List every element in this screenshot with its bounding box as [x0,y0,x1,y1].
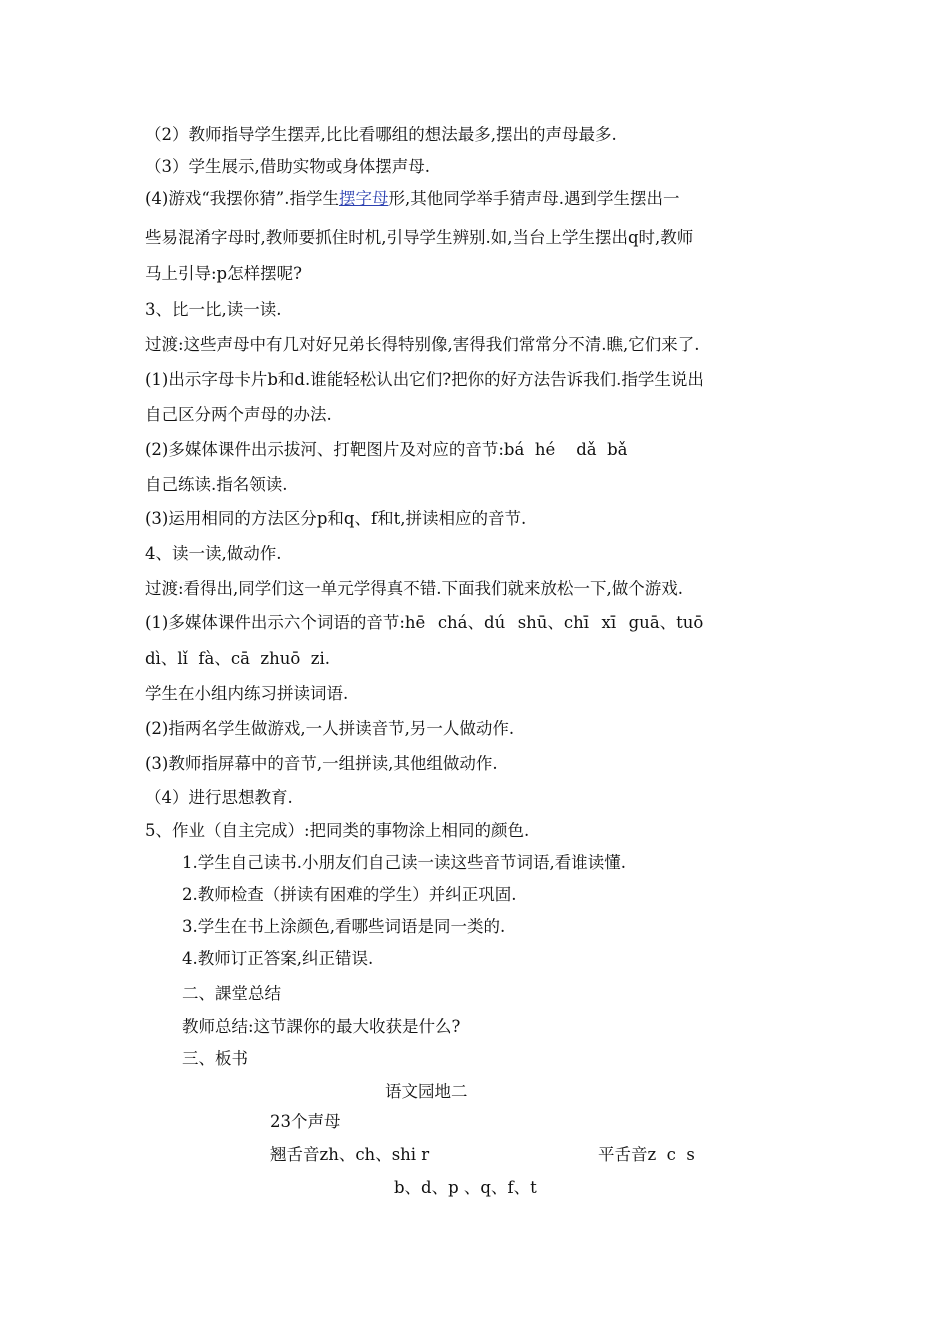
text-line: dì、lǐ fà、cā zhuō zi. [145,649,330,668]
text-line: (3)运用相同的方法区分p和q、f和t,拼读相应的音节. [145,509,527,528]
text-segment: (4)游戏“我摆你猜”.指学生 [145,189,339,208]
text-segment: 形,其他同学举手猜声母.遇到学生摆出一 [388,189,680,208]
section-heading: 4、读一读,做动作. [145,544,282,563]
text-line: （3）学生展示,借助实物或身体摆声母. [145,157,430,176]
text-line: 自己练读.指名领读. [145,475,288,494]
text-line: (2)多媒体课件出示拔河、打靶图片及对应的音节:bá hé dǎ bǎ [145,440,628,459]
text-line: 4.教师订正答案,纠正错误. [182,949,374,968]
text-line: 教师总结:这节課你的最大收获是什么? [182,1017,461,1036]
text-line: 学生在小组内练习拼读词语. [145,684,349,703]
text-line: (1)多媒体课件出示六个词语的音节:hē chá、dú shū、chī xī guā、tuō [145,613,704,632]
section-heading: 3、比一比,读一读. [145,300,282,319]
text-line: 1.学生自己读书.小朋友们自己读一读这些音节词语,看谁读懂. [182,853,626,872]
board-line: 平舌音z c s [598,1145,695,1164]
text-line: 马上引导:p怎样摆呢? [145,264,302,283]
text-line: 3.学生在书上涂颜色,看哪些词语是同一类的. [182,917,506,936]
text-line: （4）进行思想教育. [145,788,293,807]
text-line: 过渡:看得出,同学们这一单元学得真不错.下面我们就来放松一下,做个游戏. [145,579,684,598]
section-heading: 三、板书 [182,1049,248,1068]
text-line: (2)指两名学生做游戏,一人拼读音节,另一人做动作. [145,719,515,738]
text-line: 过渡:这些声母中有几对好兄弟长得特别像,害得我们常常分不清.瞧,它们来了. [145,335,700,354]
text-line: (1)出示字母卡片b和d.谁能轻松认出它们?把你的好方法告诉我们.指学生说出 [145,370,704,389]
section-heading: 二、課堂总结 [182,984,281,1003]
section-heading: 5、作业（自主完成）:把同类的事物涂上相同的颜色. [145,821,530,840]
text-line: （2）教师指导学生摆弄,比比看哪组的想法最多,摆出的声母最多. [145,125,617,144]
text-line: (3)教师指屏幕中的音节,一组拼读,其他组做动作. [145,754,498,773]
text-line: 2.教师检查（拼读有困难的学生）并纠正巩固. [182,885,517,904]
board-title: 语文园地二 [385,1082,468,1101]
text-line: 些易混淆字母时,教师要抓住时机,引导学生辨别.如,当台上学生摆出q时,教师 [145,228,694,247]
text-line: 自己区分两个声母的办法. [145,405,332,424]
board-line: 23个声母 [270,1112,341,1131]
text-line [145,188,680,210]
board-line: b、d、p 、q、f、t [394,1178,537,1197]
board-line: 翘舌音zh、ch、shi r [270,1145,430,1164]
hyperlink[interactable]: 摆字母 [339,189,389,208]
